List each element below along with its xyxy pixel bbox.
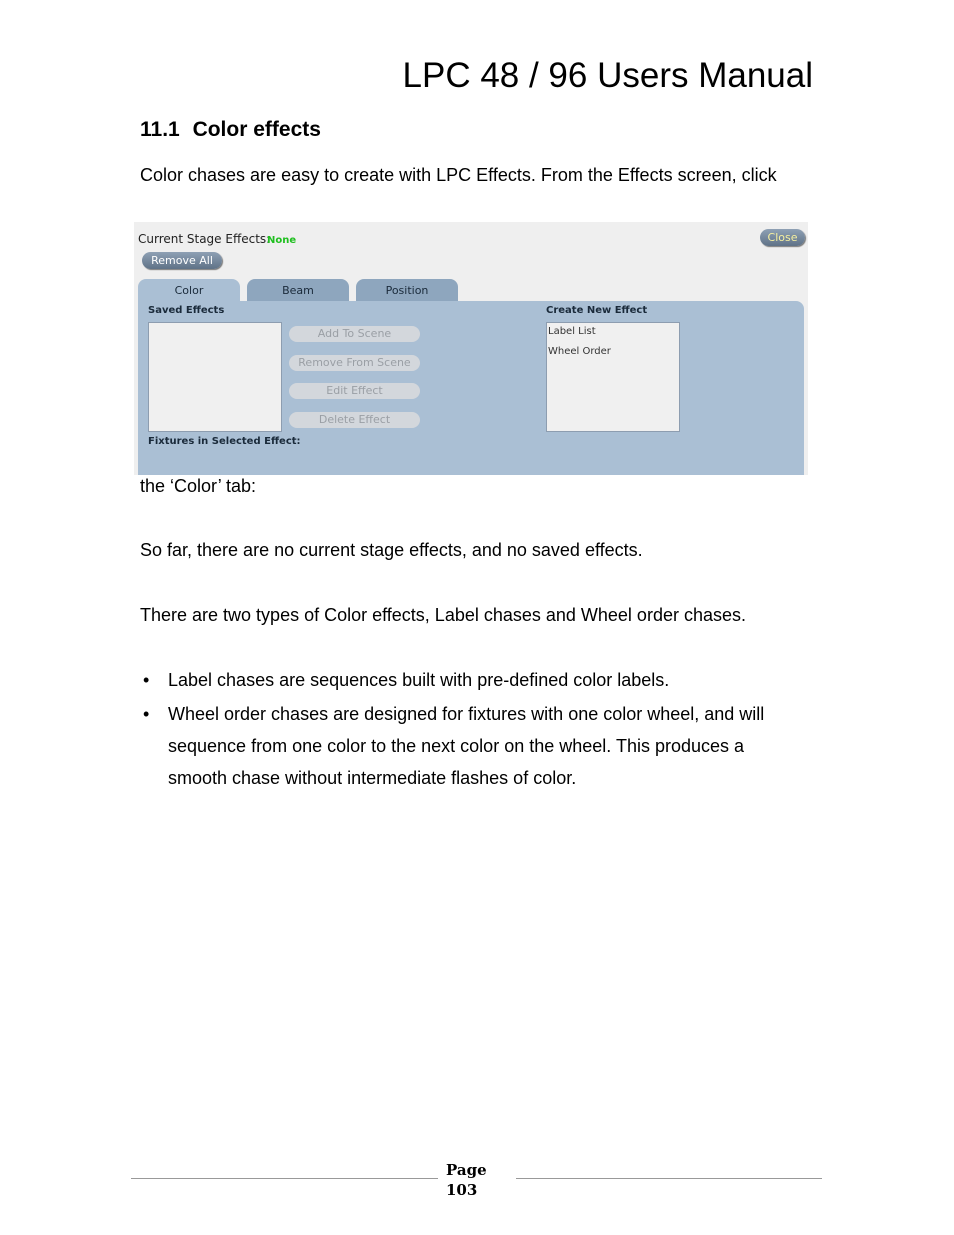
remove-from-scene-button[interactable]: Remove From Scene bbox=[289, 355, 420, 371]
saved-effects-list[interactable] bbox=[148, 322, 282, 432]
section-title: Color effects bbox=[192, 118, 321, 141]
color-tab-panel bbox=[138, 301, 804, 475]
create-new-effect-label: Create New Effect bbox=[546, 305, 648, 316]
list-item-wheel-order[interactable]: Wheel Order bbox=[548, 346, 611, 357]
bullet-marker: • bbox=[143, 704, 150, 724]
current-stage-effects-value: None bbox=[267, 235, 297, 246]
delete-effect-button[interactable]: Delete Effect bbox=[289, 412, 420, 428]
add-to-scene-button[interactable]: Add To Scene bbox=[289, 326, 420, 342]
bullet-line: Label chases are sequences built with pre-defined color labels. bbox=[168, 670, 670, 690]
page-label: Page bbox=[446, 1161, 487, 1179]
current-stage-effects-label: Current Stage Effects: bbox=[138, 232, 271, 246]
close-button[interactable]: Close bbox=[760, 229, 805, 246]
saved-effects-label: Saved Effects bbox=[148, 305, 225, 316]
bullet-line: sequence from one color to the next color on the wheel. This produces a bbox=[168, 736, 745, 756]
intro-paragraph-continued: the ‘Color’ tab: bbox=[140, 476, 257, 496]
page-number bbox=[446, 1160, 487, 1200]
types-paragraph: There are two types of Color effects, Label chases and Wheel order chases. bbox=[140, 605, 746, 625]
page-number-value: 103 bbox=[446, 1181, 478, 1199]
bullet-line: smooth chase without intermediate flashes of color. bbox=[168, 768, 577, 788]
tab-position[interactable]: Position bbox=[356, 279, 458, 301]
tab-color[interactable]: Color bbox=[138, 279, 240, 301]
bullet-marker: • bbox=[143, 670, 150, 690]
document-title: LPC 48 / 96 Users Manual bbox=[402, 56, 813, 95]
section-heading bbox=[140, 118, 321, 142]
section-number: 11.1 bbox=[140, 118, 180, 141]
effects-screen-screenshot bbox=[134, 222, 808, 475]
remove-all-button[interactable]: Remove All bbox=[142, 252, 222, 269]
list-item-label-list[interactable]: Label List bbox=[548, 326, 596, 337]
status-paragraph: So far, there are no current stage effects, and no saved effects. bbox=[140, 540, 643, 560]
fixtures-in-selected-effect-label: Fixtures in Selected Effect: bbox=[148, 436, 301, 447]
create-new-effect-list[interactable] bbox=[546, 322, 680, 432]
edit-effect-button[interactable]: Edit Effect bbox=[289, 383, 420, 399]
footer-rule-left bbox=[131, 1178, 438, 1179]
bullet-line: Wheel order chases are designed for fixtures with one color wheel, and will bbox=[168, 704, 765, 724]
intro-paragraph: Color chases are easy to create with LPC Effects. From the Effects screen, click bbox=[140, 165, 777, 185]
footer-rule-right bbox=[516, 1178, 822, 1179]
bullet-wheel-order-chases bbox=[168, 698, 808, 794]
bullet-label-chases bbox=[168, 664, 808, 696]
tab-beam[interactable]: Beam bbox=[247, 279, 349, 301]
